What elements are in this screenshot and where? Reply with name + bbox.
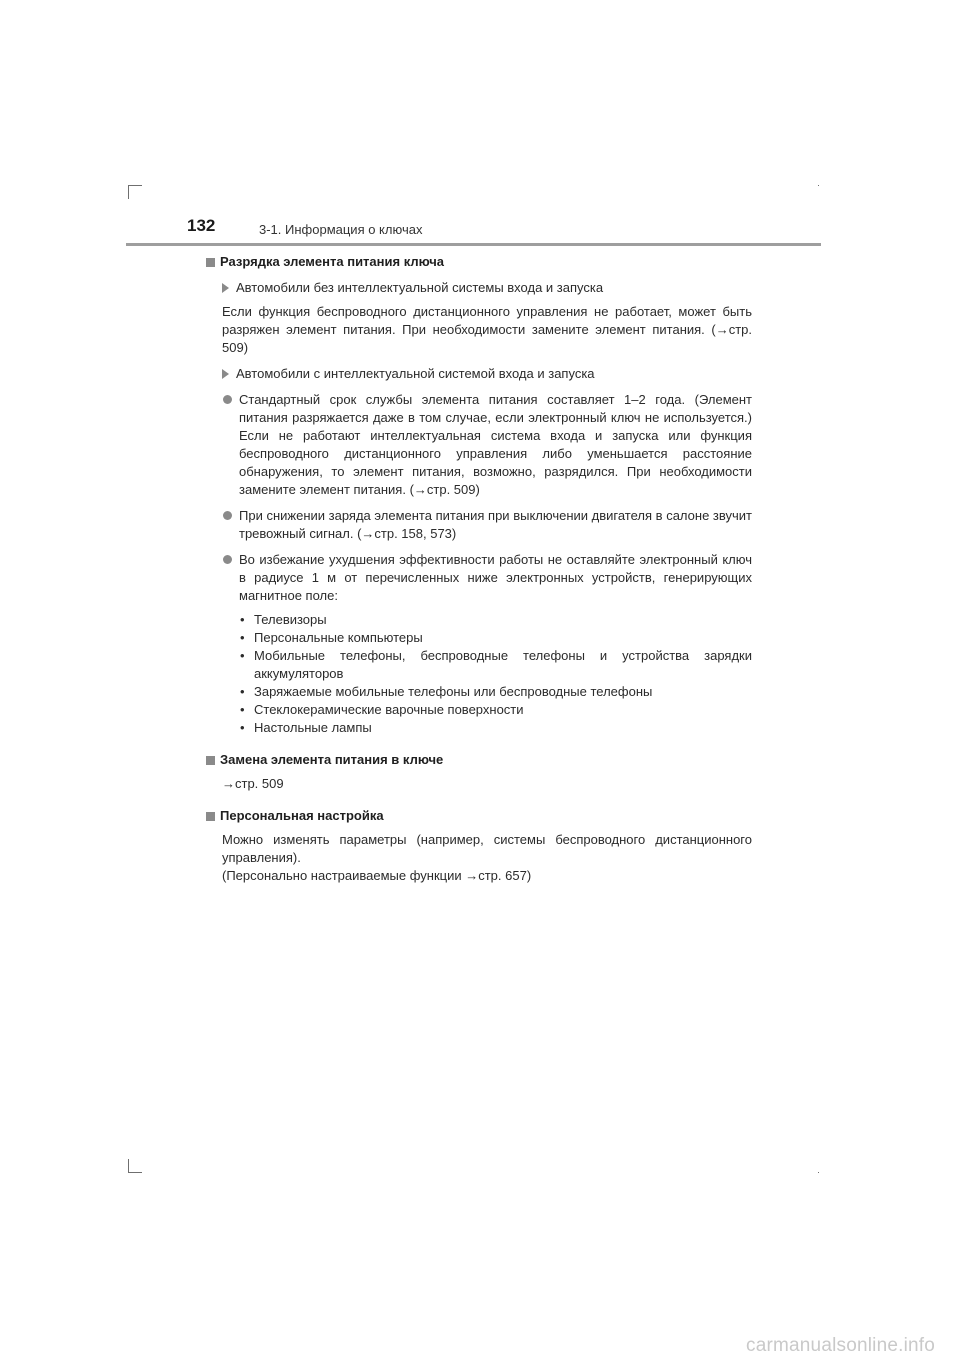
crop-mark-bottom-left-vertical	[128, 1159, 129, 1173]
bullet-magnetic-devices-text: Во избежание ухудшения эффективности работы не оставляйте электронный ключ в радиусе 1 м от перечисленных ниже электронных устройств, генерирующих магнитное поле:	[239, 552, 752, 603]
heading-customization	[206, 807, 752, 825]
list-item-text: Настольные лампы	[254, 720, 372, 735]
square-bullet-icon	[206, 258, 215, 267]
circle-bullet-icon	[223, 511, 232, 520]
list-mark: •	[240, 648, 245, 663]
square-bullet-icon	[206, 812, 215, 821]
list-mark: •	[240, 684, 245, 699]
square-bullet-icon	[206, 756, 215, 765]
circle-bullet-icon	[223, 395, 232, 404]
list-item	[240, 647, 752, 683]
list-item	[240, 701, 752, 719]
paragraph-customization-reference: (Персонально настраиваемые функции →стр. 657)	[222, 868, 532, 883]
crop-mark-bottom-left-horizontal	[128, 1172, 142, 1173]
subheading-with-smart-key	[222, 365, 752, 383]
page-number: 132	[187, 216, 216, 235]
list-item-text: Мобильные телефоны, беспроводные телефоны и устройства зарядки аккумуляторов	[254, 648, 752, 681]
subheading-without-smart-key-text: Автомобили без интеллектуальной системы входа и запуска	[236, 280, 604, 295]
list-item	[240, 611, 752, 629]
subheading-without-smart-key	[222, 279, 752, 297]
page-content	[206, 249, 752, 885]
heading-replace-battery-text: Замена элемента питания в ключе	[220, 752, 444, 767]
list-mark: •	[240, 720, 245, 735]
triangle-bullet-icon	[222, 369, 229, 379]
triangle-bullet-icon	[222, 283, 229, 293]
crop-mark-top-right	[818, 185, 819, 186]
list-item	[240, 629, 752, 647]
page-reference: →стр. 509	[222, 776, 284, 791]
bullet-battery-life	[206, 391, 752, 499]
bullet-low-battery-alarm	[206, 507, 752, 543]
paragraph-customization: Можно изменять параметры (например, системы беспроводного дистанционного управления).	[222, 832, 752, 865]
crop-mark-top-left-vertical	[128, 185, 129, 199]
list-mark: •	[240, 630, 245, 645]
watermark: carmanualsonline.info	[746, 1335, 936, 1356]
heading-customization-text: Персональная настройка	[220, 808, 384, 823]
header-divider	[126, 243, 821, 246]
list-item-text: Заряжаемые мобильные телефоны или беспроводные телефоны	[254, 684, 653, 699]
circle-bullet-icon	[223, 555, 232, 564]
list-item-text: Персональные компьютеры	[254, 630, 423, 645]
bullet-magnetic-devices	[206, 551, 752, 605]
list-item-text: Стеклокерамические варочные поверхности	[254, 702, 524, 717]
list-item	[240, 683, 752, 701]
heading-replace-battery	[206, 751, 752, 769]
bullet-low-battery-alarm-text: При снижении заряда элемента питания при выключении двигателя в салоне звучит тревожный сигнал. (→стр. 158, 573)	[239, 508, 752, 541]
section-title: 3-1. Информация о ключах	[259, 222, 423, 237]
spacer	[206, 737, 752, 747]
list-item	[240, 719, 752, 737]
crop-mark-bottom-right	[818, 1172, 819, 1173]
list-mark: •	[240, 702, 245, 717]
list-item-text: Телевизоры	[254, 612, 327, 627]
paragraph-remote-not-working: Если функция беспроводного дистанционного управления не работает, может быть разряжен элемент питания. При необходимости замените элемент питания. (→стр. 509)	[222, 304, 752, 355]
subheading-with-smart-key-text: Автомобили с интеллектуальной системой входа и запуска	[236, 366, 595, 381]
list-mark: •	[240, 612, 245, 627]
heading-battery	[206, 253, 752, 271]
device-list	[240, 611, 752, 737]
crop-mark-top-left-horizontal	[128, 185, 142, 186]
spacer	[206, 793, 752, 803]
bullet-battery-life-text: Стандартный срок службы элемента питания составляет 1–2 года. (Элемент питания разряжается даже в том случае, если электронный ключ не используется.) Если не работают интеллектуальная система входа и запуска или функция беспроводного дистанционного управления либо уменьшается расстояние обнаружения, то элемент питания, возможно, разрядился. При необходимости замените элемент питания. (→стр. 509)	[239, 392, 752, 497]
heading-battery-text: Разрядка элемента питания ключа	[220, 254, 445, 269]
